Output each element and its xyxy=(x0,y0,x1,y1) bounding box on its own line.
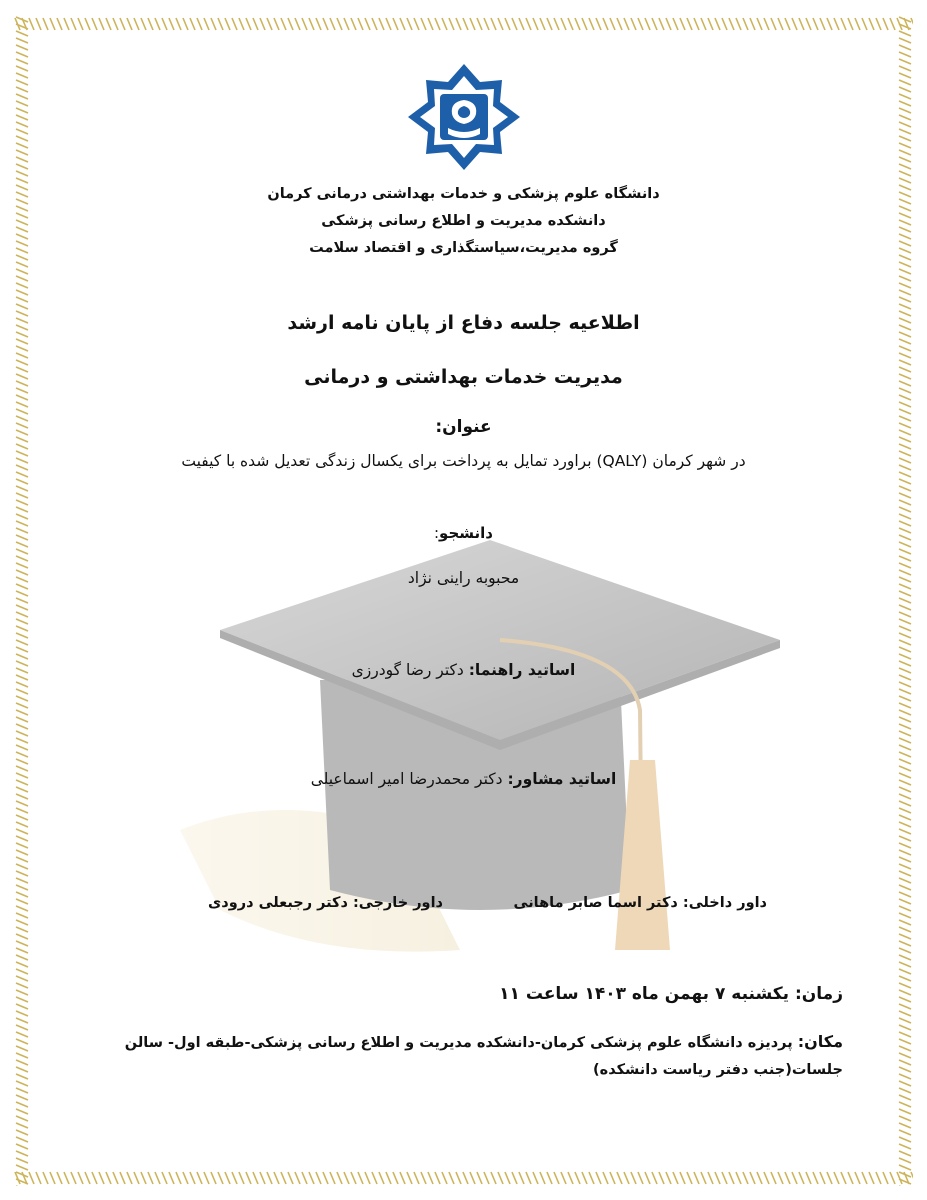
supervisor-label: اساتید راهنما: xyxy=(468,661,576,679)
university-name: دانشگاه علوم پزشکی و خدمات بهداشتی درمانی کرمان xyxy=(267,186,660,202)
session-place xyxy=(125,1032,843,1051)
field-of-study: مدیریت خدمات بهداشتی و درمانی xyxy=(304,366,623,388)
supervisor-row xyxy=(0,661,927,679)
external-referee xyxy=(208,895,443,911)
external-referee-label: داور خارجی: xyxy=(353,895,443,911)
place-line-2: جلسات(جنب دفتر ریاست دانشکده) xyxy=(593,1062,843,1078)
internal-referee-label: داور داخلی: xyxy=(682,895,767,911)
announcement-title: اطلاعیه جلسه دفاع از پایان نامه ارشد xyxy=(287,312,640,334)
time-label: زمان: xyxy=(794,984,843,1004)
department-name: گروه مدیریت،سیاستگذاری و اقتصاد سلامت xyxy=(309,240,618,256)
external-referee-name: دکتر رجبعلی درودی xyxy=(208,895,348,911)
graduation-cap-watermark xyxy=(160,530,800,980)
faculty-name: دانشکده مدیریت و اطلاع رسانی پزشکی xyxy=(321,213,606,229)
page-border-bottom xyxy=(14,1170,913,1186)
thesis-title-label: عنوان: xyxy=(435,417,492,437)
advisor-row xyxy=(0,770,927,788)
thesis-title: در شهر کرمان (QALY) براورد تمایل به پرداخت برای یکسال زندگی تعدیل شده با کیفیت xyxy=(181,452,746,470)
time-value: یکشنبه ۷ بهمن ماه ۱۴۰۳ ساعت ۱۱ xyxy=(499,984,790,1004)
internal-referee-name: دکتر اسما صابر ماهانی xyxy=(513,895,678,911)
place-line-1: پردیزه دانشگاه علوم پزشکی کرمان-دانشکده مدیریت و اطلاع رسانی پزشکی-طبقه اول- سالن xyxy=(124,1035,793,1051)
student-colon: : xyxy=(433,524,440,542)
student-name: محبوبه راینی نژاد xyxy=(407,569,520,587)
student-label: دانشجو xyxy=(439,524,493,542)
supervisor-name: دکتر رضا گودرزی xyxy=(351,661,464,679)
advisor-label: اساتید مشاور: xyxy=(507,770,617,788)
university-logo xyxy=(404,62,524,172)
advisor-name: دکتر محمدرضا امیر اسماعیلی xyxy=(310,770,503,788)
internal-referee xyxy=(514,895,767,911)
student-row xyxy=(0,524,927,542)
page-border-top xyxy=(14,16,913,32)
institution-header xyxy=(0,181,927,262)
session-time xyxy=(499,984,843,1004)
place-label: مکان: xyxy=(797,1032,843,1051)
